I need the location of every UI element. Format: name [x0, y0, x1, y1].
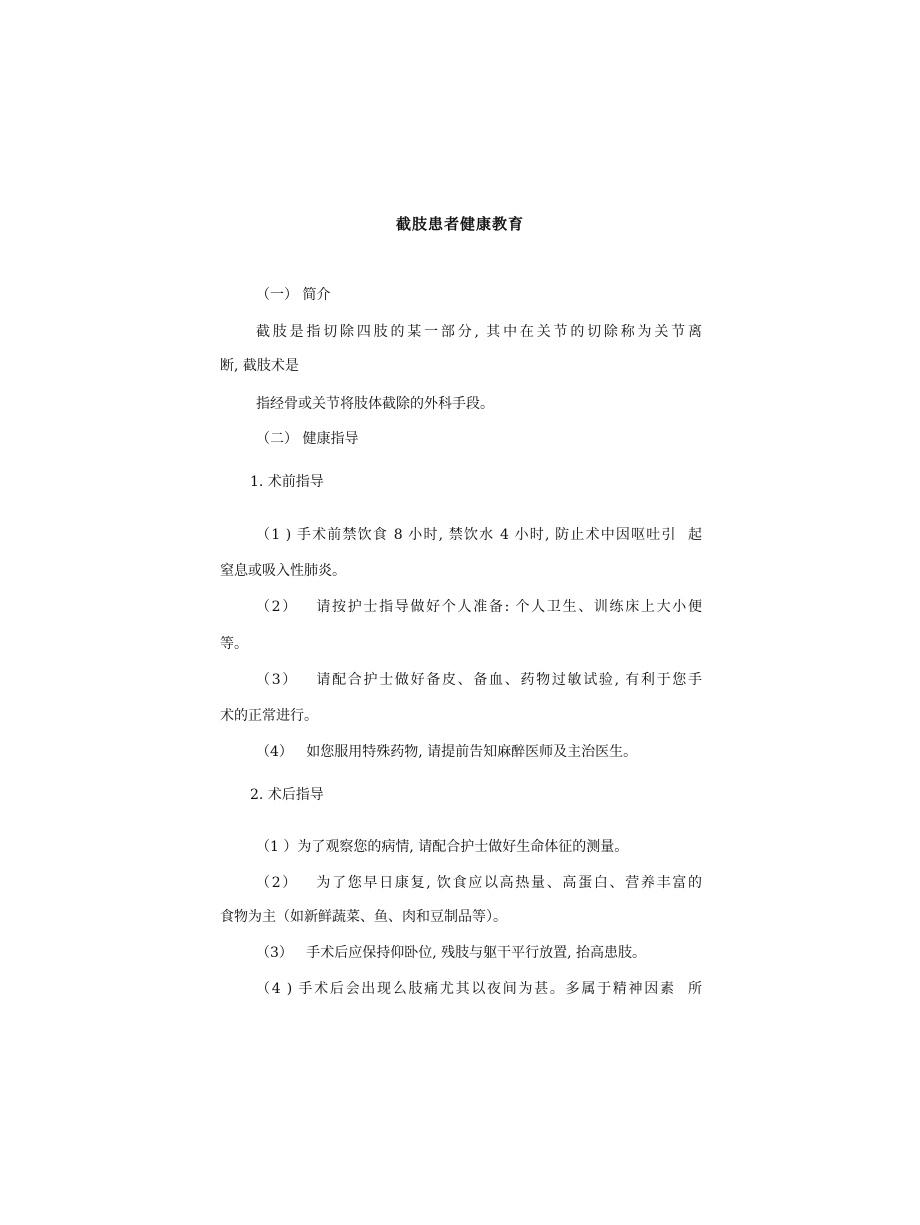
list-item-line: 等。 — [220, 636, 248, 652]
section-heading-intro: （一） 简介 — [256, 287, 331, 303]
document-title: 截肢患者健康教育 — [395, 215, 524, 233]
subsection-heading-postop: 2. 术后指导 — [250, 787, 324, 803]
list-item-line: （3） 请配合护士做好备皮、备血、药物过敏试验, 有利于您手 — [256, 672, 702, 688]
list-item-line: （4 ) 手术后会出现么肢痛尤其以夜间为甚。多属于精神因素 所 — [256, 981, 702, 997]
list-item-line: 窒息或吸入性肺炎。 — [220, 563, 346, 579]
section-heading-guidance: （二） 健康指导 — [256, 431, 359, 447]
list-item-line: 食物为主（如新鲜蔬菜、鱼、肉和豆制品等）。 — [220, 909, 507, 925]
paragraph-line: 指经骨或关节将肢体截除的外科手段。 — [256, 396, 494, 412]
paragraph-line: 断, 截肢术是 — [220, 358, 299, 374]
list-item-line: （3） 手术后应保持仰卧位, 残肢与躯干平行放置, 抬高患肢。 — [256, 945, 647, 961]
list-item-line: 术的正常进行。 — [220, 708, 318, 724]
paragraph-line: 截肢是指切除四肢的某一部分, 其中在关节的切除称为关节离 — [256, 324, 702, 340]
list-item-line: （4） 如您服用特殊药物, 请提前告知麻醉医师及主治医生。 — [256, 744, 638, 760]
subsection-heading-preop: 1. 术前指导 — [250, 474, 324, 490]
list-item-line: （1 ) 手术前禁饮食 8 小时, 禁饮水 4 小时, 防止术中因呕吐引 起 — [256, 527, 702, 543]
list-item-line: （1 ）为了观察您的病情, 请配合护士做好生命体征的测量。 — [256, 839, 629, 855]
list-item-line: （2） 请按护士指导做好个人准备: 个人卫生、训练床上大小便 — [256, 599, 702, 615]
list-item-line: （2） 为了您早日康复, 饮食应以高热量、高蛋白、营养丰富的 — [256, 875, 702, 891]
